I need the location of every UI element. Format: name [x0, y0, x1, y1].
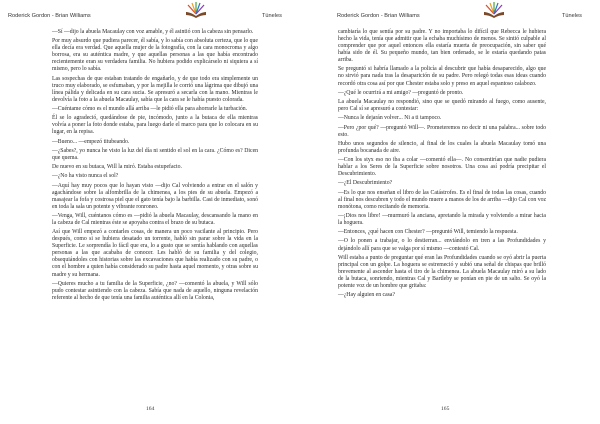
- paragraph: —Cuéntame cómo es el mundo allá arriba —le pidió ella para ahorrarle la turbación.: [52, 106, 248, 113]
- right-page-text: [338, 29, 546, 301]
- running-header-author: Roderick Gordon - Brian Williams: [8, 13, 91, 19]
- paragraph: Se preguntó si habría llamado a la policía al descubrir que había desaparecido, algo que no sirvió para nada tras la desaparición de su padre. Pero relegó todas esas ideas cuando recordó otra cosa así por que Chester estaba solo y preso en aquel espantoso calabozo.: [338, 66, 546, 87]
- paragraph: —¿Sabes?, yo nunca he visto la luz del día ni sentido el sol en la cara. ¿Cómo es? Dicen que quema.: [52, 147, 258, 161]
- paragraph: —¿Hay alguien en casa?: [338, 292, 395, 299]
- page-number-left: 164: [146, 406, 155, 412]
- paragraph: —¿El Descubrimiento?: [338, 180, 393, 187]
- paragraph: —Con los styx eso no iba a colar —comentó ella—. No consentirían que nadie pudiera hablar a los Seres de la Superficie sobre nosotros. Una cosa así podría precipitar el Descubrimiento.: [338, 157, 546, 178]
- paragraph: —¡Dios nos libre! —murmuró la anciana, apretando la mirada y volviendo a mirar hacia la hoguera.: [338, 212, 546, 226]
- left-page-text: [52, 29, 258, 304]
- running-header-title: Túneles: [562, 13, 582, 19]
- paragraph: Por muy absurdo que pudiera parecer, él sabía, y lo sabía con absoluta certeza, que lo que ella decía era verdad. Que aquella mujer de la fotografía, con la cara monocroma y algo borrosa, era su auténtica madre, y que aquellas personas a las que había encontrado recientemente eran su verdadera familia. No hubiera podido explicárselo ni siquiera a sí mismo, pero lo sabía.: [52, 38, 258, 73]
- paragraph: cambiaría lo que sentía por su padre. Y no importaba lo difícil que Rebecca le hubiera hecho la vida, tenía que admitir que la echaba muchísimo de menos. Se sintió culpable al comprender que por aquel entonces ella estaría muerta de preocupación, sin saber qué había sido de él. Su pequeño mundo, tan bien ordenado, se le estaría quedando patas arriba.: [338, 29, 546, 64]
- paragraph: —Aquí hay muy pocos que lo hayan visto —dijo Cal volviendo a entrar en el salón y agachándose sobre la alfombrilla de la chimenea, a los pies de su abuela. Empezó a masajear la fofa y costrosa piel que el gato tenía bajo la barbilla. Casi de inmediato, sonó en toda la sala un potente y vibrante ronroneo.: [52, 182, 258, 210]
- paragraph: —Sí —dijo la abuela Macaulay con voz amable, y él asintió con la cabeza sin pensarlo.: [52, 29, 254, 35]
- paragraph: Las sospechas de que estaban tratando de engañarlo, y de que todo era simplemente un truco muy elaborado, se esfumaban, y por la mejilla le corrió una lágrima que dibujó una línea pálida y delicada en su cara sucia. Se apresuró a secarla con la mano. Mientras le devolvía la foto a la abuela Macaulay, sabía que la cara se le había puesto colorada.: [52, 75, 258, 103]
- right-page: [300, 0, 600, 424]
- running-header-title: Túneles: [262, 13, 282, 19]
- paragraph: —Nunca le dejarán volver... Ni a ti tampoco.: [338, 115, 442, 122]
- running-header-author: Roderick Gordon - Brian Williams: [337, 13, 420, 19]
- paragraph: La abuela Macaulay no respondió, sino que se quedó mirando al fuego, como ausente, pero Cal sí se apresuró a contestar:: [338, 98, 546, 113]
- paragraph: Así que Will empezó a contarles cosas, de manera un poco vacilante al principio. Pero después, como si se hubiera desatado un torrente, habló sin parar sobre la vida en la Superficie. Le sorprendía lo fácil que era, lo a gusto que se sentía hablando con aquellas personas a las que acababa de conocer. Les habló de su familia y del colegio, obsequiándoles con historias sobre las excavaciones que había realizado con su padre, o con el hombre a quien había considerado su padre hasta aquel momento, y otras sobre su madre y su hermana.: [52, 229, 258, 278]
- paragraph: Él se lo agradeció, quedándose de pie, incómodo, junto a la butaca de ella mientras volvía a poner la foto donde estaba, para luego darle el marco para que lo colocara en su lugar, en la repisa.: [52, 115, 258, 136]
- paragraph: Will estaba a punto de preguntar qué eran las Profundidades cuando se oyó abrir la puerta principal con un golpe. La hoguera se estremeció y subió una señal de chispas que brilló brevemente al ascender hasta el tiro de la chimenea. La abuela Macaulay miró a su lado de la butaca, sonriendo, mientras Cal y Bartleby se ponían en pie de un salto. Se oyó la potente voz de un hombre que gritaba:: [338, 254, 546, 289]
- paragraph: —Venga, Will, cuéntanos cómo es —pidió la abuela Macaulay, descansando la mano en la cabeza de Cal mientras éste se apoyaba contra el brazo de su butaca.: [52, 212, 258, 226]
- page-number-right: 165: [441, 406, 450, 412]
- book-logo-icon: [483, 1, 505, 19]
- book-logo-icon: [185, 1, 207, 19]
- paragraph: —Entonces, ¿qué hacen con Chester? —preguntó Will, temiendo la respuesta.: [338, 229, 518, 236]
- paragraph: Hubo unos segundos de silencio, al final de los cuales la abuela Macaulay tomó una profunda bocanada de aire.: [338, 140, 546, 154]
- paragraph: —Quieres mucho a tu familia de la Superficie, ¿no? —comentó la abuela, y Will sólo pudo contestar asintiendo con la cabeza. Sabía que nada de aquello, ninguna revelación referente al hecho de que tenía una familia auténtica allí en la Colonia,: [52, 280, 258, 301]
- paragraph: —¿Qué le ocurrirá a mi amigo? —preguntó de pronto.: [338, 89, 464, 96]
- paragraph: —Pero ¿por qué? —preguntó Will—. Prometeremos no decir ni una palabra... sobre todo esto.: [338, 124, 546, 138]
- paragraph: —Es lo que nos enseñan el libro de las Catástrofes. Es el final de todas las cosas, cuando al final nos descubren y todo el mundo muere a manos de los de arriba —dijo Cal con voz monótona, como recitando de memoria.: [338, 189, 546, 210]
- paragraph: —Bueno... —empezó titubeando.: [52, 138, 130, 145]
- paragraph: —O lo ponen a trabajar, o lo destierran... enviándolo en tren a las Profundidades y dejándolo allí para que se valga por sí mismo —contestó Cal.: [338, 238, 546, 252]
- paragraph: —¿No ha visto nunca el sol?: [52, 173, 119, 180]
- paragraph: De nuevo en su butaca, Will la miró. Estaba estupefacto.: [52, 164, 182, 171]
